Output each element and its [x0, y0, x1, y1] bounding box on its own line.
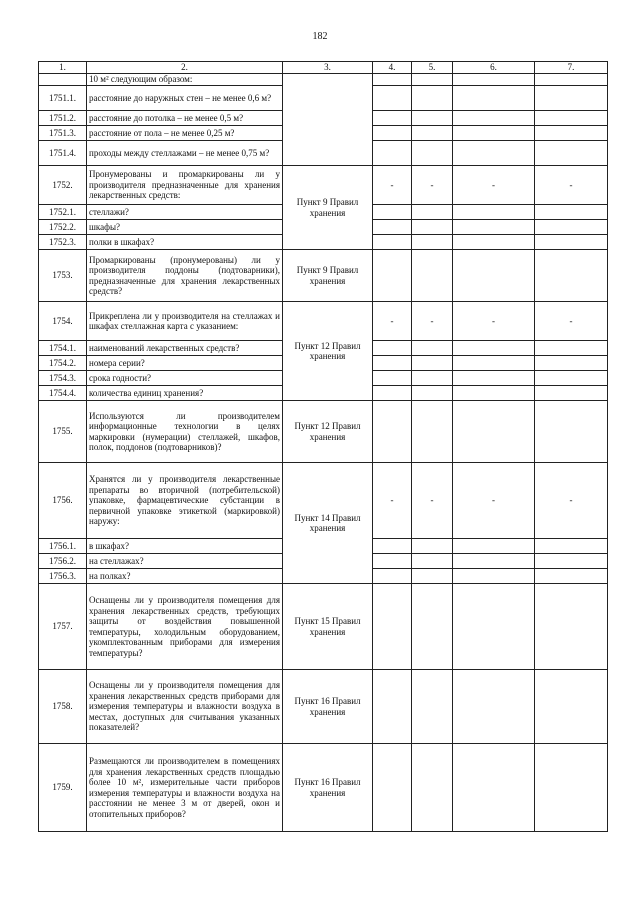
- mark-cell: [412, 86, 453, 111]
- mark-cell: [453, 235, 535, 250]
- row-number: 1757.: [39, 584, 87, 670]
- row-question: расстояние от пола – не менее 0,25 м?: [87, 126, 283, 141]
- row-question: на полках?: [87, 569, 283, 584]
- checklist-table: [38, 61, 608, 832]
- row-number: 1756.2.: [39, 554, 87, 569]
- mark-cell: [373, 554, 412, 569]
- mark-cell: -: [412, 166, 453, 205]
- table-row: [39, 166, 608, 205]
- row-question: номера серии?: [87, 356, 283, 371]
- row-reference: Пункт 9 Правил хранения: [283, 166, 373, 250]
- mark-cell: [535, 341, 608, 356]
- row-question: Пронумерованы и промаркированы ли у производителя предназначенные для хранения лекарственных средств:: [87, 166, 283, 205]
- mark-cell: [373, 126, 412, 141]
- mark-cell: [453, 569, 535, 584]
- row-number: 1756.1.: [39, 539, 87, 554]
- mark-cell: [453, 86, 535, 111]
- mark-cell: [535, 220, 608, 235]
- table-row: [39, 744, 608, 832]
- mark-cell: [373, 539, 412, 554]
- row-number: 1754.: [39, 302, 87, 341]
- row-number: 1753.: [39, 250, 87, 302]
- mark-cell: [535, 386, 608, 401]
- mark-cell: [373, 250, 412, 302]
- mark-cell: [412, 386, 453, 401]
- mark-cell: [535, 371, 608, 386]
- mark-cell: [412, 554, 453, 569]
- col-header-5: 5.: [412, 62, 453, 74]
- mark-cell: [412, 584, 453, 670]
- table-row: [39, 302, 608, 341]
- mark-cell: [453, 126, 535, 141]
- row-number: 1754.3.: [39, 371, 87, 386]
- mark-cell: [373, 584, 412, 670]
- row-number: 1756.: [39, 463, 87, 539]
- mark-cell: [453, 670, 535, 744]
- mark-cell: [373, 220, 412, 235]
- mark-cell: [373, 569, 412, 584]
- mark-cell: [453, 554, 535, 569]
- mark-cell: [373, 371, 412, 386]
- mark-cell: [373, 74, 412, 86]
- mark-cell: [412, 539, 453, 554]
- mark-cell: -: [535, 302, 608, 341]
- mark-cell: -: [453, 166, 535, 205]
- mark-cell: [453, 111, 535, 126]
- mark-cell: [412, 341, 453, 356]
- table-row: [39, 74, 608, 86]
- row-question: на стеллажах?: [87, 554, 283, 569]
- row-number: 1752.3.: [39, 235, 87, 250]
- table-row: [39, 584, 608, 670]
- mark-cell: [412, 111, 453, 126]
- mark-cell: [453, 74, 535, 86]
- row-question: Используются ли производителем информационные технологии в целях маркировки (нумерации) стеллажей, шкафов, полок, поддонов (подтоварников)?: [87, 401, 283, 463]
- mark-cell: [535, 74, 608, 86]
- row-reference: Пункт 14 Правил хранения: [283, 463, 373, 584]
- mark-cell: [535, 670, 608, 744]
- mark-cell: [412, 250, 453, 302]
- row-number: 1751.1.: [39, 86, 87, 111]
- mark-cell: [412, 356, 453, 371]
- row-reference: Пункт 12 Правил хранения: [283, 401, 373, 463]
- mark-cell: [535, 554, 608, 569]
- mark-cell: [412, 220, 453, 235]
- row-question: Хранятся ли у производителя лекарственные препараты во вторичной (потребительской) упаковке, фармацевтические субстанции в первичной упаковке этикеткой (маркировкой) наружу:: [87, 463, 283, 539]
- mark-cell: [535, 126, 608, 141]
- mark-cell: [535, 141, 608, 166]
- row-number: 1754.1.: [39, 341, 87, 356]
- row-number: [39, 74, 87, 86]
- mark-cell: [453, 401, 535, 463]
- row-question: Оснащены ли у производителя помещения для хранения лекарственных средств, требующих защиты от воздействия повышенной температуры, холодильным оборудованием, укомплектованным приборами для измерения температуры?: [87, 584, 283, 670]
- header-row: [39, 62, 608, 74]
- row-question: Прикреплена ли у производителя на стеллажах и шкафах стеллажная карта с указанием:: [87, 302, 283, 341]
- row-number: 1758.: [39, 670, 87, 744]
- row-reference: [283, 74, 373, 166]
- mark-cell: -: [535, 463, 608, 539]
- mark-cell: -: [412, 302, 453, 341]
- mark-cell: [535, 86, 608, 111]
- row-question: проходы между стеллажами – не менее 0,75 м?: [87, 141, 283, 166]
- mark-cell: [535, 205, 608, 220]
- mark-cell: [373, 401, 412, 463]
- mark-cell: -: [373, 302, 412, 341]
- row-number: 1755.: [39, 401, 87, 463]
- row-question: стеллажи?: [87, 205, 283, 220]
- mark-cell: [535, 250, 608, 302]
- col-header-2: 2.: [87, 62, 283, 74]
- table-row: [39, 463, 608, 539]
- mark-cell: [373, 86, 412, 111]
- row-question: количества единиц хранения?: [87, 386, 283, 401]
- row-reference: Пункт 16 Правил хранения: [283, 744, 373, 832]
- row-number: 1756.3.: [39, 569, 87, 584]
- mark-cell: [453, 341, 535, 356]
- row-number: 1752.1.: [39, 205, 87, 220]
- mark-cell: [535, 111, 608, 126]
- row-question: шкафы?: [87, 220, 283, 235]
- mark-cell: [453, 141, 535, 166]
- mark-cell: -: [412, 463, 453, 539]
- mark-cell: [453, 539, 535, 554]
- mark-cell: [535, 235, 608, 250]
- mark-cell: [412, 141, 453, 166]
- row-question: срока годности?: [87, 371, 283, 386]
- table-row: [39, 401, 608, 463]
- mark-cell: [453, 744, 535, 832]
- row-reference: Пункт 9 Правил хранения: [283, 250, 373, 302]
- mark-cell: [535, 744, 608, 832]
- mark-cell: [535, 401, 608, 463]
- col-header-6: 6.: [453, 62, 535, 74]
- row-question: Размещаются ли производителем в помещениях для хранения лекарственных средств площадью более 10 м², измерительные части приборов измерения температуры и влажности воздуха на расстоянии не менее 3 м от дверей, окон и отопительных приборов?: [87, 744, 283, 832]
- mark-cell: [453, 250, 535, 302]
- row-number: 1754.4.: [39, 386, 87, 401]
- mark-cell: -: [373, 166, 412, 205]
- mark-cell: [373, 386, 412, 401]
- row-question: в шкафах?: [87, 539, 283, 554]
- row-number: 1752.2.: [39, 220, 87, 235]
- row-reference: Пункт 12 Правил хранения: [283, 302, 373, 401]
- row-reference: Пункт 16 Правил хранения: [283, 670, 373, 744]
- mark-cell: [412, 74, 453, 86]
- row-question: расстояние до потолка – не менее 0,5 м?: [87, 111, 283, 126]
- row-number: 1752.: [39, 166, 87, 205]
- col-header-3: 3.: [283, 62, 373, 74]
- mark-cell: [412, 205, 453, 220]
- mark-cell: [373, 356, 412, 371]
- mark-cell: [373, 205, 412, 220]
- mark-cell: [373, 670, 412, 744]
- mark-cell: [453, 220, 535, 235]
- mark-cell: [412, 371, 453, 386]
- mark-cell: -: [373, 463, 412, 539]
- table-row: [39, 250, 608, 302]
- row-number: 1759.: [39, 744, 87, 832]
- mark-cell: [412, 126, 453, 141]
- mark-cell: [453, 584, 535, 670]
- col-header-1: 1.: [39, 62, 87, 74]
- mark-cell: [373, 111, 412, 126]
- row-number: 1751.4.: [39, 141, 87, 166]
- row-question: полки в шкафах?: [87, 235, 283, 250]
- mark-cell: [535, 569, 608, 584]
- mark-cell: [535, 356, 608, 371]
- mark-cell: [412, 670, 453, 744]
- row-question: 10 м² следующим образом:: [87, 74, 283, 86]
- mark-cell: [412, 569, 453, 584]
- col-header-4: 4.: [373, 62, 412, 74]
- row-reference: Пункт 15 Правил хранения: [283, 584, 373, 670]
- row-number: 1751.2.: [39, 111, 87, 126]
- mark-cell: [453, 356, 535, 371]
- mark-cell: [373, 341, 412, 356]
- mark-cell: -: [535, 166, 608, 205]
- row-question: Промаркированы (пронумерованы) ли у производителя поддоны (подтоварники), предназначенные для хранения лекарственных средств?: [87, 250, 283, 302]
- mark-cell: -: [453, 463, 535, 539]
- mark-cell: [373, 235, 412, 250]
- mark-cell: [535, 584, 608, 670]
- row-question: Оснащены ли у производителя помещения для хранения лекарственных средств приборами для измерения температуры и влажности воздуха в местах, доступных для считывания указанных показателей?: [87, 670, 283, 744]
- mark-cell: [535, 539, 608, 554]
- mark-cell: [412, 235, 453, 250]
- row-number: 1754.2.: [39, 356, 87, 371]
- mark-cell: [412, 744, 453, 832]
- col-header-7: 7.: [535, 62, 608, 74]
- mark-cell: [412, 401, 453, 463]
- mark-cell: [453, 205, 535, 220]
- row-question: расстояние до наружных стен – не менее 0,6 м?: [87, 86, 283, 111]
- mark-cell: [453, 386, 535, 401]
- mark-cell: [453, 371, 535, 386]
- mark-cell: -: [453, 302, 535, 341]
- row-number: 1751.3.: [39, 126, 87, 141]
- table-row: [39, 670, 608, 744]
- row-question: наименований лекарственных средств?: [87, 341, 283, 356]
- mark-cell: [373, 141, 412, 166]
- mark-cell: [373, 744, 412, 832]
- page-number: 182: [312, 31, 328, 42]
